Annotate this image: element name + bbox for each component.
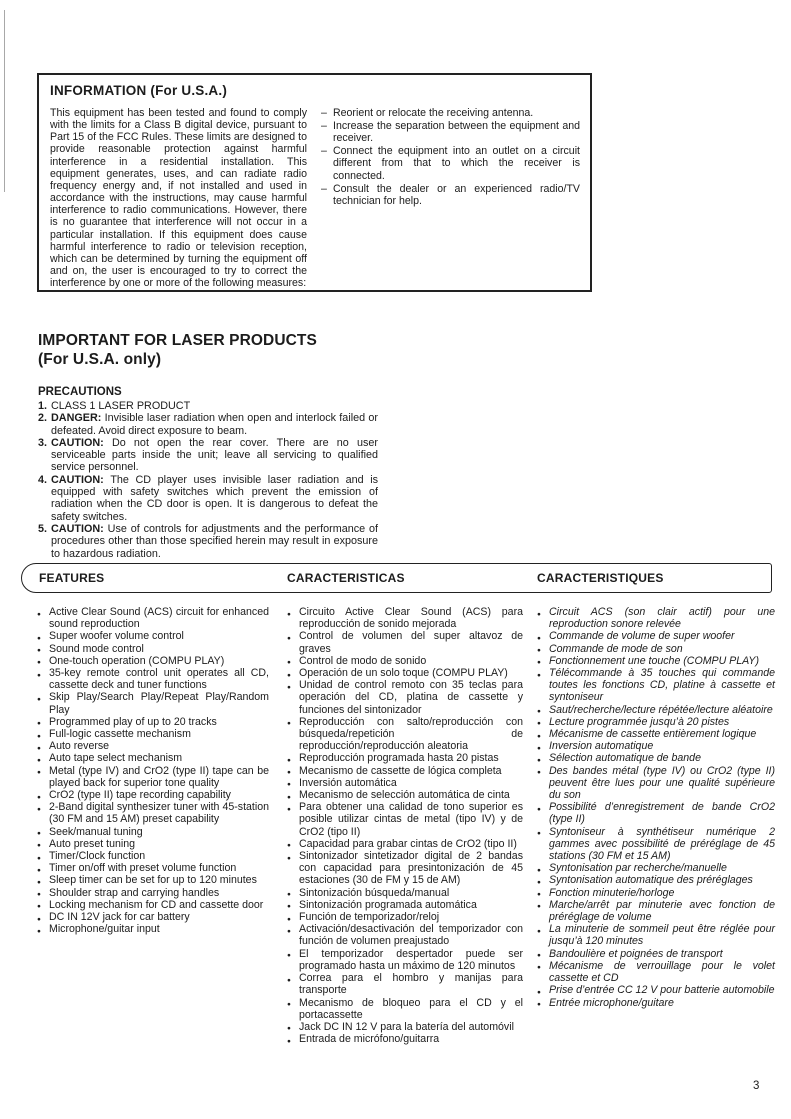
- precautions-list: [38, 400, 378, 560]
- feature-item-fr: ● Syntonisation par recherche/manuelle: [537, 862, 775, 874]
- feature-item-es: ● Operación de un solo toque (COMPU PLAY): [287, 667, 523, 679]
- bullet-icon: ●: [537, 952, 541, 960]
- bullet-icon: ●: [537, 744, 541, 752]
- bullet-icon: ●: [37, 903, 41, 911]
- feature-item-en: ● Auto tape select mechanism: [37, 752, 269, 764]
- bullet-icon: ●: [287, 610, 291, 618]
- measure-item: – Increase the separation between the equipment and receiver.: [321, 119, 580, 145]
- feature-item-en: ● Auto preset tuning: [37, 838, 269, 850]
- feature-item-fr: ● Commande de mode de son: [537, 643, 775, 655]
- feature-item-es: ● Mecanismo de cassette de lógica completa: [287, 765, 523, 777]
- measure-item: – Connect the equipment into an outlet on a circuit different from that to which the receiver is connected.: [321, 144, 580, 182]
- bullet-icon: ●: [37, 915, 41, 923]
- bullet-icon: ●: [287, 842, 291, 850]
- bullet-icon: ●: [287, 854, 291, 862]
- precaution-item: 1. CLASS 1 LASER PRODUCT: [38, 400, 191, 412]
- dash-marker: –: [321, 144, 327, 157]
- feature-item-es: ● Jack DC IN 12 V para la batería del automóvil: [287, 1021, 523, 1033]
- bullet-icon: ●: [287, 805, 291, 813]
- bullet-icon: ●: [537, 756, 541, 764]
- bullet-icon: ●: [287, 671, 291, 679]
- feature-item-en: ● Timer/Clock function: [37, 850, 269, 862]
- bullet-icon: ●: [37, 659, 41, 667]
- feature-item-fr: ● Fonctionnement une touche (COMPU PLAY): [537, 655, 775, 667]
- bullet-icon: ●: [537, 878, 541, 886]
- bullet-icon: ●: [537, 671, 541, 679]
- feature-item-fr: ● Inversion automatique: [537, 740, 775, 752]
- feature-item-en: ● Seek/manual tuning: [37, 826, 269, 838]
- bullet-icon: ●: [537, 891, 541, 899]
- dash-marker: –: [321, 107, 327, 119]
- bullet-icon: ●: [537, 720, 541, 728]
- feature-item-es: ● Inversión automática: [287, 777, 523, 789]
- bullet-icon: ●: [537, 805, 541, 813]
- scan-edge-artifact: [4, 10, 5, 192]
- bullet-icon: ●: [37, 891, 41, 899]
- bullet-icon: ●: [287, 1037, 291, 1045]
- laser-section-title: [38, 332, 378, 369]
- interference-measures-list: [321, 107, 580, 289]
- bullet-icon: ●: [37, 842, 41, 850]
- dash-marker: –: [321, 119, 327, 132]
- item-number: 1.: [38, 400, 48, 412]
- laser-title-line2: (For U.S.A. only): [38, 350, 162, 368]
- bullet-icon: ●: [287, 903, 291, 911]
- feature-item-es: ● Mecanismo de bloqueo para el CD y el portacassette: [287, 996, 523, 1021]
- precaution-item: 4. CAUTION: The CD player uses invisible laser radiation and is equipped with safety switches which prevent the emission of radiation when the CD door is open. It is dangerous to defeat the safety switches.: [38, 473, 378, 523]
- feature-item-fr: ● Entrée microphone/guitare: [537, 997, 775, 1009]
- bullet-icon: ●: [287, 976, 291, 984]
- feature-item-es: ● Reproducción programada hasta 20 pistas: [287, 752, 523, 764]
- bullet-icon: ●: [37, 720, 41, 728]
- feature-item-fr: ● Sélection automatique de bande: [537, 752, 775, 764]
- feature-item-en: ● Auto reverse: [37, 740, 269, 752]
- feature-item-es: ● Capacidad para grabar cintas de CrO2 (tipo II): [287, 838, 523, 850]
- feature-item-fr: ● Mécanisme de cassette entièrement logique: [537, 728, 775, 740]
- item-keyword: CAUTION:: [51, 522, 108, 535]
- bullet-icon: ●: [537, 659, 541, 667]
- bullet-icon: ●: [537, 903, 541, 911]
- bullet-icon: ●: [37, 647, 41, 655]
- feature-item-fr: ● Bandoulière et poignées de transport: [537, 948, 775, 960]
- feature-item-es: ● Función de temporizador/reloj: [287, 911, 523, 923]
- bullet-icon: ●: [37, 854, 41, 862]
- dash-marker: –: [321, 182, 327, 195]
- feature-item-fr: ● Marche/arrêt par minuterie avec fonction de préréglage de volume: [537, 898, 775, 924]
- measure-item: – Reorient or relocate the receiving antenna.: [321, 107, 534, 119]
- feature-item-en: ● Active Clear Sound (ACS) circuit for enhanced sound reproduction: [37, 606, 269, 631]
- bullet-icon: ●: [287, 683, 291, 691]
- feature-item-fr: ● Syntoniseur à synthétiseur numérique 2 gammes avec possibilité de préréglage de 45 stations (30 FM et 15 AM): [537, 825, 775, 863]
- feature-item-en: ● One-touch operation (COMPU PLAY): [37, 655, 269, 667]
- bullet-icon: ●: [37, 805, 41, 813]
- bullet-icon: ●: [37, 744, 41, 752]
- bullet-icon: ●: [37, 695, 41, 703]
- feature-item-es: ● Correa para el hombro y manijas para transporte: [287, 972, 523, 997]
- feature-item-fr: ● Mécanisme de verrouillage pour le volet cassette et CD: [537, 959, 775, 985]
- bullet-icon: ●: [537, 634, 541, 642]
- precautions-heading: PRECAUTIONS: [38, 386, 122, 398]
- feature-item-en: ● Metal (type IV) and CrO2 (type II) tape can be played back for superior tone quality: [37, 764, 269, 789]
- bullet-icon: ●: [537, 964, 541, 972]
- item-keyword: CAUTION:: [51, 436, 112, 449]
- bullet-icon: ●: [287, 1001, 291, 1008]
- bullet-icon: ●: [287, 952, 291, 960]
- feature-item-en: ● Shoulder strap and carrying handles: [37, 887, 269, 899]
- feature-item-es: ● Control de volumen del super altavoz de graves: [287, 630, 523, 655]
- feature-item-en: ● Sound mode control: [37, 643, 269, 655]
- feature-item-en: ● 35-key remote control unit operates all CD, cassette deck and tuner functions: [37, 667, 269, 692]
- bullet-icon: ●: [537, 988, 541, 996]
- bullet-icon: ●: [287, 781, 291, 789]
- feature-item-fr: ● La minuterie de sommeil peut être réglée pour jusqu’à 120 minutes: [537, 923, 775, 948]
- bullet-icon: ●: [37, 793, 41, 801]
- bullet-icon: ●: [287, 927, 291, 935]
- item-number: 4.: [38, 473, 48, 486]
- item-number: 5.: [38, 522, 48, 535]
- feature-item-fr: ● Lecture programmée jusqu’à 20 pistes: [537, 716, 775, 728]
- feature-item-en: ● DC IN 12V jack for car battery: [37, 911, 269, 923]
- feature-item-en: ● Skip Play/Search Play/Repeat Play/Random Play: [37, 691, 269, 716]
- item-keyword: CAUTION:: [51, 473, 111, 486]
- feature-item-en: ● Full-logic cassette mechanism: [37, 728, 269, 740]
- feature-item-en: ● Microphone/guitar input: [37, 923, 269, 935]
- item-keyword: DANGER:: [51, 412, 105, 425]
- bullet-icon: ●: [37, 756, 41, 764]
- bullet-icon: ●: [37, 671, 41, 679]
- feature-item-es: ● El temporizador despertador puede ser programado hasta un máximo de 120 minutos: [287, 947, 523, 972]
- feature-item-en: ● Sleep timer can be set for up to 120 minutes: [37, 874, 269, 886]
- feature-item-fr: ● Commande de volume de super woofer: [537, 630, 775, 642]
- bullet-icon: ●: [37, 634, 41, 642]
- bullet-icon: ●: [37, 866, 41, 874]
- bullet-icon: ●: [537, 708, 541, 716]
- bullet-icon: ●: [537, 647, 541, 655]
- features-column-french: [537, 606, 775, 1009]
- feature-item-es: ● Control de modo de sonido: [287, 655, 523, 667]
- bullet-icon: ●: [287, 720, 291, 728]
- bullet-icon: ●: [287, 769, 291, 777]
- bullet-icon: ●: [537, 866, 541, 874]
- bullet-icon: ●: [537, 610, 541, 618]
- header-features: FEATURES: [39, 571, 105, 585]
- feature-item-es: ● Entrada de micrófono/guitarra: [287, 1033, 523, 1045]
- features-column-spanish: [287, 606, 523, 1045]
- header-caracteristicas: CARACTERISTICAS: [287, 571, 405, 585]
- feature-item-en: ● Locking mechanism for CD and cassette door: [37, 899, 269, 911]
- features-column-english: [37, 606, 269, 935]
- precaution-item: 2. DANGER: Invisible laser radiation when open and interlock failed or defeated. Avoid direct exposure to beam.: [38, 412, 378, 437]
- page-number: 3: [753, 1080, 760, 1092]
- feature-item-es: ● Mecanismo de selección automática de cinta: [287, 789, 523, 801]
- bullet-icon: ●: [287, 634, 291, 642]
- feature-item-fr: ● Des bandes métal (type IV) ou CrO2 (type II) peuvent être lues pour une qualité supérieure du son: [537, 764, 775, 802]
- feature-item-es: ● Sintonización búsqueda/manual: [287, 887, 523, 899]
- feature-item-fr: ● Fonction minuterie/horloge: [537, 887, 775, 899]
- bullet-icon: ●: [287, 1025, 291, 1033]
- item-number: 3.: [38, 436, 48, 449]
- bullet-icon: ●: [37, 830, 41, 838]
- feature-item-es: ● Para obtener una calidad de tono superior es posible utilizar cintas de metal (tipo IV) y de CrO2 (tipo II): [287, 801, 523, 838]
- feature-item-es: ● Reproducción con salto/reproducción con búsqueda/repetición de reproducción/reproducción aleatoria: [287, 715, 523, 753]
- bullet-icon: ●: [287, 659, 291, 667]
- feature-item-fr: ● Télécommande à 35 touches qui commande toutes les fonctions CD, platine à cassette et syntoniseur: [537, 667, 775, 704]
- feature-item-es: ● Sintonización programada automática: [287, 899, 523, 911]
- bullet-icon: ●: [37, 732, 41, 740]
- feature-item-fr: ● Saut/recherche/lecture répétée/lecture aléatoire: [537, 704, 775, 716]
- feature-item-en: ● CrO2 (type II) tape recording capability: [37, 789, 269, 801]
- feature-item-es: ● Sintonizador sintetizador digital de 2 bandas con capacidad para presintonización de 45 estaciones (30 de FM y 15 de AM): [287, 850, 523, 887]
- feature-item-es: ● Unidad de control remoto con 35 teclas para operación del CD, platina de cassette y funciones del sintonizador: [287, 679, 523, 716]
- bullet-icon: ●: [37, 769, 41, 777]
- feature-item-en: ● 2-Band digital synthesizer tuner with 45-station (30 FM and 15 AM) preset capability: [37, 801, 269, 826]
- feature-item-es: ● Activación/desactivación del temporizador con función de volumen preajustado: [287, 923, 523, 948]
- bullet-icon: ●: [537, 927, 541, 935]
- bullet-icon: ●: [287, 793, 291, 801]
- precaution-item: 5. CAUTION: Use of controls for adjustments and the performance of procedures other than those specified herein may result in exposure to hazardous radiation.: [38, 522, 378, 560]
- feature-item-fr: ● Possibilité d’enregistrement de bande CrO2 (type II): [537, 801, 775, 826]
- item-number: 2.: [38, 412, 48, 425]
- feature-item-en: ● Super woofer volume control: [37, 630, 269, 642]
- bullet-icon: ●: [287, 915, 291, 923]
- feature-item-fr: ● Prise d’entrée CC 12 V pour batterie automobile: [537, 984, 775, 996]
- bullet-icon: ●: [37, 927, 41, 935]
- bullet-icon: ●: [37, 878, 41, 886]
- header-caracteristiques: CARACTERISTIQUES: [537, 571, 664, 585]
- fcc-information-box: [37, 73, 592, 292]
- feature-item-fr: ● Circuit ACS (son clair actif) pour une reproduction sonore relevée: [537, 606, 775, 631]
- bullet-icon: ●: [537, 1001, 541, 1008]
- bullet-icon: ●: [287, 891, 291, 899]
- feature-item-fr: ● Syntonisation automatique des préréglages: [537, 874, 775, 886]
- bullet-icon: ●: [537, 769, 541, 777]
- fcc-statement-paragraph: This equipment has been tested and found to comply with the limits for a Class B digital device, pursuant to Part 15 of the FCC Rules. These limits are designed to provide reasonable protection against harmful interference in a residential installation. This equipment generates, uses, and can radiate radio frequency energy and, if not installed and used in accordance with the instructions, may cause harmful interference to radio communications. However, there is no guarantee that interference will not occur in a particular installation. If this equipment does cause harmful interference to radio or television reception, which can be determined by turning the equipment off and on, the user is encouraged to try to correct the interference by one or more of the following measures:: [50, 107, 307, 290]
- feature-item-en: ● Programmed play of up to 20 tracks: [37, 716, 269, 728]
- info-box-title: INFORMATION (For U.S.A.): [50, 83, 228, 98]
- features-header-bar: [21, 563, 772, 593]
- bullet-icon: ●: [537, 732, 541, 740]
- laser-products-section: [38, 332, 378, 560]
- measure-item: – Consult the dealer or an experienced radio/TV technician for help.: [321, 182, 580, 208]
- laser-title-line1: IMPORTANT FOR LASER PRODUCTS: [38, 332, 317, 349]
- feature-item-en: ● Timer on/off with preset volume function: [37, 862, 269, 874]
- precaution-item: 3. CAUTION: Do not open the rear cover. There are no user serviceable parts inside the unit; leave all servicing to qualified service personnel.: [38, 436, 378, 474]
- bullet-icon: ●: [287, 756, 291, 764]
- feature-item-es: ● Circuito Active Clear Sound (ACS) para reproducción de sonido mejorada: [287, 606, 523, 631]
- bullet-icon: ●: [537, 830, 541, 838]
- bullet-icon: ●: [37, 610, 41, 618]
- info-box-columns: [50, 107, 580, 289]
